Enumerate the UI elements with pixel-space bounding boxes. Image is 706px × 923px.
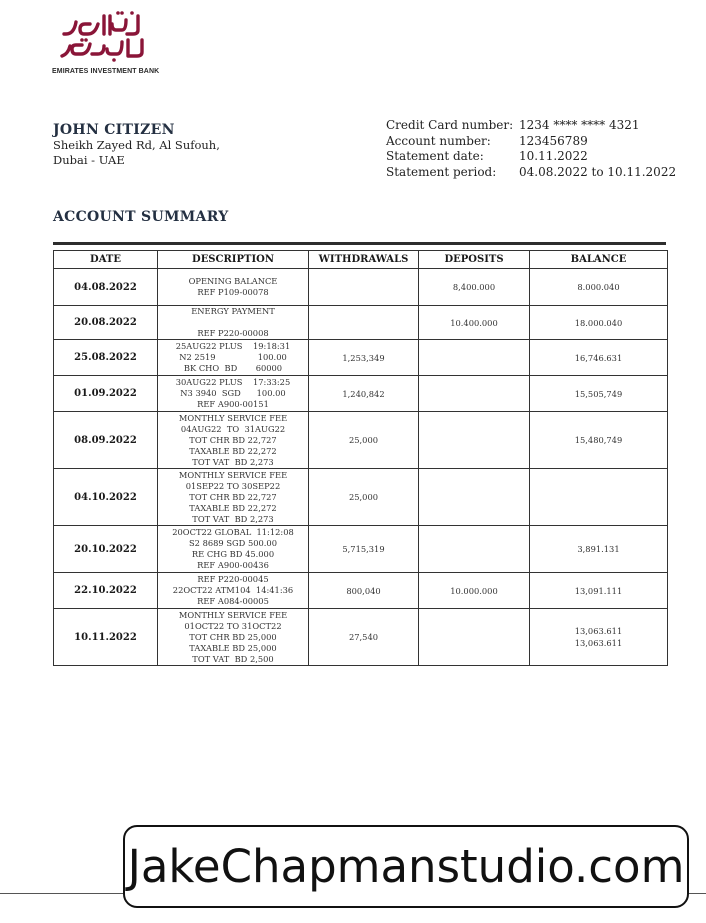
cell-withdrawal: 800,040: [309, 573, 419, 609]
description-line: REF A900-00436: [197, 560, 269, 570]
description-line: TOT VAT BD 2,273: [192, 513, 274, 524]
description-line: BK CHO BD 60000: [183, 363, 283, 373]
table-row: [54, 609, 668, 666]
account-summary-title: ACCOUNT SUMMARY: [53, 209, 229, 225]
balance-line: 16,746.631: [574, 352, 623, 363]
statement-value: 10.11.2022: [519, 149, 588, 163]
statement-label: Account number:: [386, 133, 491, 148]
description-line: 01SEP22 TO 30SEP22: [185, 480, 281, 491]
cell-date: 01.09.2022: [54, 376, 158, 412]
cell-withdrawal: 1,253,349: [309, 340, 419, 376]
description-line: TOT VAT BD 2,273: [192, 456, 274, 467]
cell-withdrawal: [309, 306, 419, 340]
balance-line: 13,091.111: [574, 585, 623, 596]
table-row: [54, 340, 668, 376]
cell-description: [158, 340, 309, 376]
balance-line: 8.000.040: [577, 282, 620, 292]
table-row: [54, 269, 668, 306]
cell-date: 10.11.2022: [54, 609, 158, 666]
description-line: 01OCT22 TO 31OCT22: [184, 620, 282, 631]
cell-description: [158, 412, 309, 469]
description-line: TOT CHR BD 25,000: [189, 631, 277, 642]
cell-balance: [530, 340, 668, 376]
column-header-description: DESCRIPTION: [158, 251, 309, 269]
balance-line: 13,063.611: [574, 638, 623, 648]
cell-balance: [530, 269, 668, 306]
column-header-date: DATE: [54, 251, 158, 269]
cell-deposit: 10.000.000: [419, 573, 530, 609]
table-row: [54, 376, 668, 412]
statement-row-period: [386, 165, 676, 181]
cell-deposit: [419, 376, 530, 412]
cell-balance: [530, 573, 668, 609]
statement-value: 04.08.2022 to 10.11.2022: [519, 164, 677, 179]
cell-balance: [530, 526, 668, 573]
description-line: S2 8689 SGD 500.00: [189, 538, 277, 548]
balance-line: 13,063.611: [574, 626, 623, 636]
cell-description: [158, 609, 309, 666]
cell-description: [158, 376, 309, 412]
statement-row-date: [386, 149, 676, 165]
description-line: TOT CHR BD 22,727: [189, 491, 277, 502]
cell-description: [158, 526, 309, 573]
description-line: N2 2519 100.00: [179, 352, 287, 362]
cell-deposit: 10.400.000: [419, 306, 530, 340]
cell-date: 22.10.2022: [54, 573, 158, 609]
table-row: [54, 306, 668, 340]
statement-label: Credit Card number:: [386, 118, 514, 132]
cell-withdrawal: 1,240,842: [309, 376, 419, 412]
description-line: TAXABLE BD 25,000: [189, 642, 277, 653]
cell-description: [158, 469, 309, 526]
cell-date: 20.10.2022: [54, 526, 158, 573]
table-row: [54, 469, 668, 526]
cell-balance: [530, 469, 668, 526]
cell-date: 20.08.2022: [54, 306, 158, 340]
statement-label: Statement date:: [386, 149, 484, 163]
description-line: TOT CHR BD 22,727: [189, 434, 277, 445]
cell-balance: [530, 609, 668, 666]
cell-description: [158, 573, 309, 609]
description-line: REF A084-00005: [197, 596, 269, 606]
description-line: TOT VAT BD 2,500: [192, 653, 274, 664]
customer-name: JOHN CITIZEN: [53, 122, 175, 138]
description-line: [158, 317, 308, 328]
description-line: MONTHLY SERVICE FEE: [178, 469, 288, 480]
balance-line: 18.000.040: [574, 317, 623, 328]
description-line: 22OCT22 ATM104 14:41:36: [172, 585, 294, 595]
transactions-table: [53, 250, 668, 666]
description-line: REF P220-00008: [197, 328, 269, 338]
description-line: 25AUG22 PLUS 19:18:31: [175, 341, 291, 351]
table-row: [54, 526, 668, 573]
table-row: [54, 412, 668, 469]
cell-date: 04.10.2022: [54, 469, 158, 526]
statement-label: Statement period:: [386, 164, 497, 179]
description-line: 04AUG22 TO 31AUG22: [180, 423, 286, 434]
description-line: 20OCT22 GLOBAL 11:12:08: [172, 527, 294, 537]
cell-description: [158, 269, 309, 306]
cell-deposit: [419, 469, 530, 526]
watermark-text: JakeChapmanstudio.com: [127, 840, 685, 893]
description-line: OPENING BALANCE: [188, 276, 278, 286]
description-line: MONTHLY SERVICE FEE: [178, 412, 288, 423]
cell-balance: [530, 412, 668, 469]
customer-address-line2: Dubai - UAE: [53, 153, 125, 167]
cell-withdrawal: [309, 269, 419, 306]
cell-deposit: 8,400.000: [419, 269, 530, 306]
cell-withdrawal: 27,540: [309, 609, 419, 666]
cell-deposit: [419, 340, 530, 376]
cell-balance: [530, 376, 668, 412]
balance-line: 3,891.131: [577, 544, 620, 554]
cell-deposit: [419, 526, 530, 573]
statement-value: 123456789: [519, 133, 588, 148]
column-header-deposits: DEPOSITS: [419, 251, 530, 269]
cell-description: [158, 306, 309, 340]
watermark-box: [123, 825, 689, 908]
cell-deposit: [419, 609, 530, 666]
description-line: REF P220-00045: [197, 574, 269, 584]
balance-line: 15,505,749: [574, 388, 623, 399]
cell-withdrawal: 25,000: [309, 412, 419, 469]
customer-address-line1: Sheikh Zayed Rd, Al Sufouh,: [53, 138, 220, 152]
section-divider: [53, 242, 666, 245]
column-header-balance: BALANCE: [530, 251, 668, 269]
statement-value: 1234 **** **** 4321: [519, 118, 640, 132]
column-header-withdrawals: WITHDRAWALS: [309, 251, 419, 269]
description-line: ENERGY PAYMENT: [191, 306, 275, 316]
bank-name: EMIRATES INVESTMENT BANK: [52, 68, 160, 75]
cell-date: 08.09.2022: [54, 412, 158, 469]
table-row: [54, 573, 668, 609]
description-line: REF P109-00078: [197, 287, 269, 297]
description-line: 30AUG22 PLUS 17:33:25: [175, 377, 291, 387]
description-line: REF A900-00151: [197, 399, 269, 409]
statement-row-card: [386, 118, 676, 134]
description-line: MONTHLY SERVICE FEE: [178, 609, 288, 620]
cell-date: 25.08.2022: [54, 340, 158, 376]
bank-logo-mark: [52, 10, 152, 62]
cell-deposit: [419, 412, 530, 469]
description-line: N3 3940 SGD 100.00: [180, 388, 286, 398]
cell-date: 04.08.2022: [54, 269, 158, 306]
cell-balance: [530, 306, 668, 340]
customer-block: [53, 122, 220, 168]
balance-line: 15,480,749: [574, 435, 623, 445]
description-line: TAXABLE BD 22,272: [189, 445, 277, 456]
cell-withdrawal: 25,000: [309, 469, 419, 526]
table-header-row: [54, 251, 668, 269]
description-line: RE CHG BD 45.000: [191, 549, 275, 559]
cell-withdrawal: 5,715,319: [309, 526, 419, 573]
statement-row-account: [386, 134, 676, 150]
description-line: TAXABLE BD 22,272: [189, 502, 277, 513]
statement-info: [386, 118, 676, 180]
